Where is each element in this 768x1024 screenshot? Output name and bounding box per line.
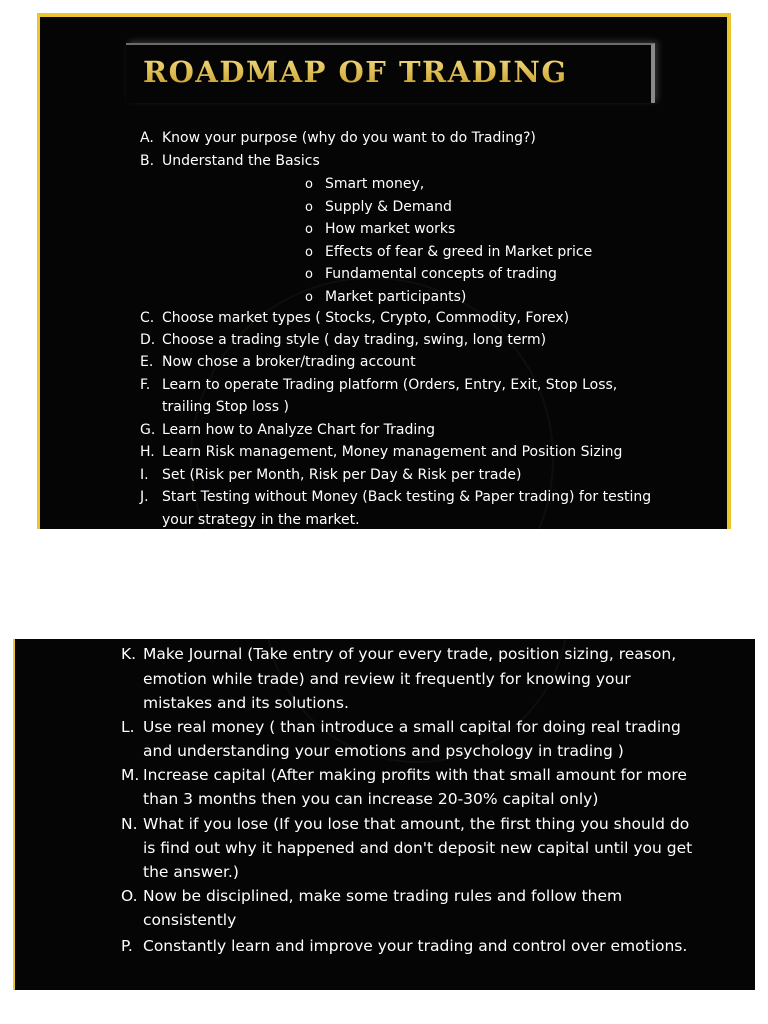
sub-item-text: Smart money,: [325, 176, 425, 192]
item-letter: I.: [140, 467, 149, 483]
page-title: ROADMAP OF TRADING: [143, 55, 568, 89]
item-text: Now chose a broker/trading account: [162, 354, 416, 370]
item-text: Set (Risk per Month, Risk per Day & Risk per trade): [162, 467, 522, 483]
item-letter: F.: [140, 377, 151, 393]
item-text: Constantly learn and improve your trading and control over emotions.: [143, 937, 688, 955]
item-letter: G.: [140, 422, 156, 438]
item-text: your strategy in the market.: [162, 512, 360, 528]
sub-item-text: Fundamental concepts of trading: [325, 266, 557, 282]
item-text: Learn to operate Trading platform (Orders, Entry, Exit, Stop Loss,: [162, 377, 618, 393]
item-text: Make Journal (Take entry of your every trade, position sizing, reason,: [143, 645, 677, 663]
sub-item-text: Supply & Demand: [325, 198, 452, 215]
bullet-icon: o: [305, 289, 313, 305]
item-text: emotion while trade) and review it frequently for knowing your: [143, 670, 631, 688]
item-letter: N.: [121, 815, 138, 833]
item-letter: E.: [140, 354, 154, 370]
item-letter: A.: [140, 130, 154, 146]
item-letter: H.: [140, 444, 155, 460]
item-text: Learn how to Analyze Chart for Trading: [162, 422, 436, 438]
item-text: and understanding your emotions and psychology in trading ): [143, 742, 624, 760]
item-text: Choose a trading style ( day trading, swing, long term): [162, 332, 547, 348]
item-letter: L.: [121, 718, 135, 736]
roadmap-page-2: [13, 639, 755, 990]
sub-item-text: How market works: [325, 221, 456, 237]
roadmap-page-1: [37, 13, 731, 529]
item-text: Increase capital (After making profits with that small amount for more: [143, 766, 687, 784]
bullet-icon: o: [305, 199, 313, 215]
bullet-icon: o: [305, 177, 313, 192]
item-text: is find out why it happened and don't deposit new capital until you get: [143, 839, 693, 857]
item-letter: O.: [121, 887, 138, 905]
item-letter: P.: [121, 937, 133, 955]
item-text: Understand the Basics: [162, 153, 320, 169]
bullet-icon: o: [305, 244, 313, 260]
item-text: Know your purpose (why do you want to do Trading?): [162, 130, 536, 146]
sub-item-text: Market participants): [325, 288, 467, 305]
item-text: What if you lose (If you lose that amount, the first thing you should do: [143, 815, 690, 833]
item-text: consistently: [143, 911, 237, 929]
item-text: than 3 months then you can increase 20-30% capital only): [143, 790, 599, 808]
item-text: trailing Stop loss ): [162, 399, 289, 415]
item-letter: B.: [140, 153, 155, 169]
bullet-icon: o: [305, 222, 313, 237]
bullet-icon: o: [305, 267, 313, 282]
item-letter: C.: [140, 310, 155, 326]
item-text: Now be disciplined, make some trading rules and follow them: [143, 887, 623, 905]
item-letter: M.: [121, 766, 140, 784]
item-letter: D.: [140, 332, 156, 348]
item-text: Choose market types ( Stocks, Crypto, Commodity, Forex): [162, 310, 570, 326]
item-text: Start Testing without Money (Back testing & Paper trading) for testing: [162, 489, 652, 505]
item-text: Learn Risk management, Money management and Position Sizing: [162, 444, 623, 460]
sub-item-text: Effects of fear & greed in Market price: [325, 243, 593, 260]
item-text: the answer.): [143, 863, 239, 881]
item-text: Use real money ( than introduce a small capital for doing real trading: [143, 718, 681, 736]
item-letter: J.: [140, 489, 149, 505]
item-text: mistakes and its solutions.: [143, 694, 349, 712]
item-letter: K.: [121, 645, 137, 663]
